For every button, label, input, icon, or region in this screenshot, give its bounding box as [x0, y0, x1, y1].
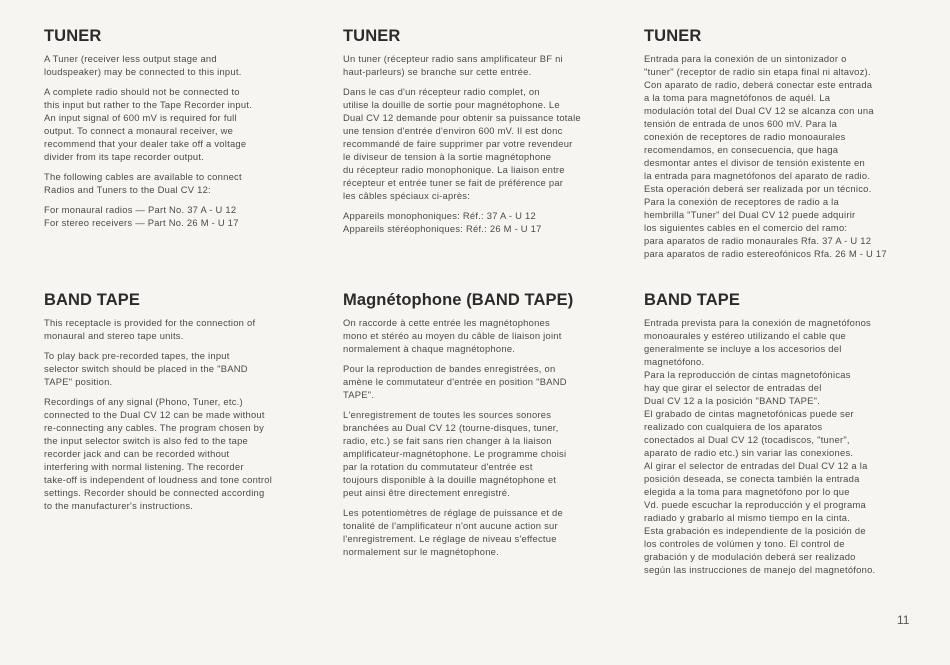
heading-magnetophone-fr: Magnétophone (BAND TAPE): [343, 291, 574, 309]
section-tuner-fr: [343, 27, 611, 242]
paragraph: L'enregistrement de toutes les sources sonores branchées au Dual CV 12 (tourne-disques, tuner, radio, etc.) se fait sans rien changer à la liaison amplificateur-magnétophone. Le programme choisi par la rotation du commutateur d'entrée est toujours disponible à la douille magnétophone et peut ainsi être directement enregistré.: [343, 409, 567, 498]
section-tuner-en: [44, 27, 312, 236]
heading-tuner-es: TUNER: [644, 27, 702, 45]
paragraph: The following cables are available to connect Radios and Tuners to the Dual CV 12:: [44, 171, 242, 195]
heading-tuner-fr: TUNER: [343, 27, 401, 45]
page-number: 11: [897, 613, 910, 627]
paragraph: This receptacle is provided for the connection of monaural and stereo tape units.: [44, 317, 256, 341]
section-band-tape-es: [644, 291, 916, 583]
paragraph: A Tuner (receiver less output stage and loudspeaker) may be connected to this input.: [44, 53, 242, 77]
paragraph: Dans le cas d'un récepteur radio complet, on utilise la douille de sortie pour magnétophone. Le Dual CV 12 demande pour obtenir sa puissance totale une tension d'entrée d'environ 600 mV. Il est donc recommandé de faire supprimer par votre revendeur le diviseur de tension à la sortie magnétophone du récepteur radio monophonique. La liaison entre récepteur et entrée tuner se fait de préférence par les câbles spéciaux ci-après:: [343, 86, 581, 201]
paragraph: Les potentiomètres de réglage de puissance et de tonalité de l'amplificateur n'ont aucune action sur l'enregistrement. Le réglage de niveau s'effectue normalement sur le magnétophone.: [343, 507, 563, 557]
paragraph: On raccorde à cette entrée les magnétophones mono et stéréo au moyen du câble de liaison joint normalement à chaque magnétophone.: [343, 317, 562, 354]
paragraph: A complete radio should not be connected to this input but rather to the Tape Recorder input. An input signal of 600 mV is required for full output. To connect a monaural receiver, we recommend that your dealer take off a voltage divider from its tape recorder output.: [44, 86, 253, 162]
heading-band-tape-es: BAND TAPE: [644, 291, 740, 309]
heading-band-tape-en: BAND TAPE: [44, 291, 140, 309]
paragraph: Pour la reproduction de bandes enregistrées, on amène le commutateur d'entrée en position "BAND TAPE".: [343, 363, 567, 400]
paragraph: Recordings of any signal (Phono, Tuner, etc.) connected to the Dual CV 12 can be made without re-connecting any cables. The program chosen by the input selector switch is also fed to the tape recorder jack and can be recorded without interfering with normal listening. The recorder take-off is independent of loudness and tone control settings. Recorder should be connected according to the manufacturer's instructions.: [44, 396, 273, 511]
paragraph: Appareils monophoniques: Réf.: 37 A - U 12 Appareils stéréophoniques: Réf.: 26 M - U 17: [343, 210, 542, 234]
paragraph: For monaural radios — Part No. 37 A - U 12 For stereo receivers — Part No. 26 M - U 17: [44, 204, 239, 228]
paragraph: Entrada prevista para la conexión de magnetófonos monoaurales y estéreo utilizando el cable que generalmente se incluye a los accesorios del magnetófono. Para la reproducción de cintas magnetofónicas hay que girar el selector de entradas del Dual CV 12 a la posición "BAND TAPE". El grabado de cintas magnetofónicas puede ser realizado con cualquiera de los aparatos conectados al Dual CV 12 (tocadiscos, "tuner", aparato de radio etc.) sin variar las conexiones. Al girar el selector de entradas del Dual CV 12 a la posición deseada, se conecta también la entrada elegida a la toma para magnetófono por lo que Vd. puede escuchar la reproducción y el programa radiado y grabarlo al mismo tiempo en la cinta. Esta grabación es independiente de la posición de los controles de volúmen y tono. El control de grabación y de modulación deberá ser realizado según las instrucciones de manejo del magnetófono.: [644, 317, 876, 575]
section-band-tape-en: [44, 291, 312, 519]
section-tuner-es: [644, 27, 916, 267]
paragraph: To play back pre-recorded tapes, the input selector switch should be placed in the "BAND TAPE" position.: [44, 350, 248, 387]
paragraph: Un tuner (récepteur radio sans amplificateur BF ni haut-parleurs) se branche sur cette entrée.: [343, 53, 563, 77]
heading-tuner-en: TUNER: [44, 27, 102, 45]
paragraph: Entrada para la conexión de un sintonizador o "tuner" (receptor de radio sin etapa final ni altavoz). Con aparato de radio, deberá conectar este entrada a la toma para magnetófonos de aquél. La modulación total del Dual CV 12 se alcanza con una tensión de entrada de unos 600 mV. Para la conexión de receptores de radio monoaurales recomendamos, en consecuencia, que haga desmontar antes el divisor de tensión existente en la entrada para magnetófonos del aparato de radio. Esta operación deberá ser realizada por un técnico. Para la conexión de receptores de radio a la hembrilla "Tuner" del Dual CV 12 puede adquirir los siguientes cables en el comercio del ramo: para aparatos de radio monaurales Rfa. 37 A - U 12 para aparatos de radio estereofónicos Rfa. 26 M - U 17: [644, 53, 887, 259]
section-magnetophone-fr: [343, 291, 611, 565]
